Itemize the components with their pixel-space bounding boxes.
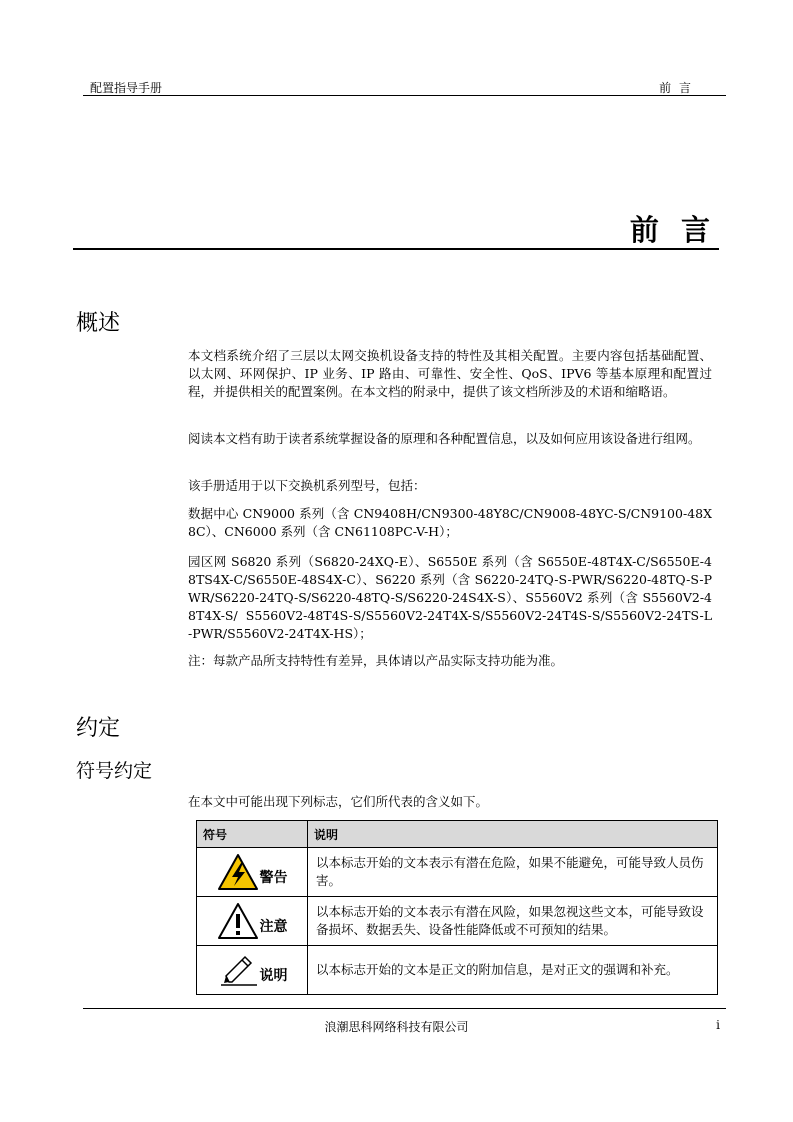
caution-label: 注意 — [259, 919, 288, 935]
table-row — [197, 897, 718, 946]
note-label: 说明 — [259, 968, 288, 984]
warning-description: 以本标志开始的文本表示有潜在危险，如果不能避免，可能导致人员伤害。 — [308, 848, 718, 897]
header-divider — [83, 95, 726, 96]
page-title: 前 言 — [629, 213, 716, 247]
warning-icon — [217, 853, 259, 891]
footer-company: 浪潮思科网络科技有限公司 — [324, 1020, 469, 1034]
caution-icon — [217, 902, 259, 940]
overview-paragraph-2: 阅读本文档有助于读者系统掌握设备的原理和各种配置信息，以及如何应用该设备进行组网。 — [188, 431, 701, 446]
table-row — [197, 848, 718, 897]
footer-divider — [83, 1008, 726, 1009]
note-notice — [197, 952, 307, 988]
overview-note: 注：每款产品所支持特性有差异，具体请以产品实际支持功能为准。 — [188, 653, 564, 668]
symbol-table — [196, 820, 718, 995]
overview-paragraph-datacenter: 数据中心 CN9000 系列（含 CN9408H/CN9300-48Y8C/CN9008-48YC-S/CN9100-48X8C）、CN6000 系列（含 CN61108PC-V-H）； — [188, 506, 712, 539]
overview-heading: 概述 — [76, 311, 121, 336]
symbol-table-header — [197, 821, 718, 848]
overview-paragraph-campus: 园区网 S6820 系列（S6820-24XQ-E）、S6550E 系列（含 S6550E-48T4X-C/S6550E-48TS4X-C/S6550E-48S4X-C）、S6220 系列（含 S6220-24TQ-S-PWR/S6220-48TQ-S-PWR/S6220-24TQ-S/S6220-48TQ-S/S6220-24S4X-S）、S5560V2 系列（含 S5560V2-48T4X-S/ S5560V2-48T4S-S/S5560V2-24T4X-S/S5560V2-24T4S-S/S5560V2-24TS-L-PWR/S5560V2-24T4X-HS）； — [188, 554, 712, 641]
table-row — [197, 946, 718, 995]
warning-label: 警告 — [259, 870, 288, 886]
caution-description: 以本标志开始的文本表示有潜在风险，如果忽视这些文本，可能导致设备损坏、数据丢失、设备性能降低或不可预知的结果。 — [308, 897, 718, 946]
overview-paragraph-1: 本文档系统介绍了三层以太网交换机设备支持的特性及其相关配置。主要内容包括基础配置、以太网、环网保护、IP 业务、IP 路由、可靠性、安全性、QoS、IPV6 等基本原理和配置过程，并提供相关的配置案例。在本文档的附录中，提供了该文档所涉及的术语和缩略语。 — [188, 348, 712, 399]
title-divider — [73, 248, 719, 250]
caution-notice — [197, 902, 307, 940]
overview-paragraph-3: 该手册适用于以下交换机系列型号，包括： — [188, 478, 426, 493]
warning-notice — [197, 853, 307, 891]
symbol-conventions-intro: 在本文中可能出现下列标志，它们所代表的含义如下。 — [188, 794, 489, 809]
page-number: i — [716, 1018, 720, 1032]
description-column-header: 说明 — [308, 821, 718, 848]
header-doc-title: 配置指导手册 — [90, 81, 163, 95]
conventions-heading: 约定 — [76, 716, 121, 741]
header-section-title: 前 言 — [659, 81, 693, 95]
symbol-conventions-heading: 符号约定 — [76, 760, 153, 782]
symbol-column-header: 符号 — [197, 821, 308, 848]
note-description: 以本标志开始的文本是正文的附加信息，是对正文的强调和补充。 — [308, 946, 718, 995]
note-pencil-icon — [217, 952, 259, 988]
